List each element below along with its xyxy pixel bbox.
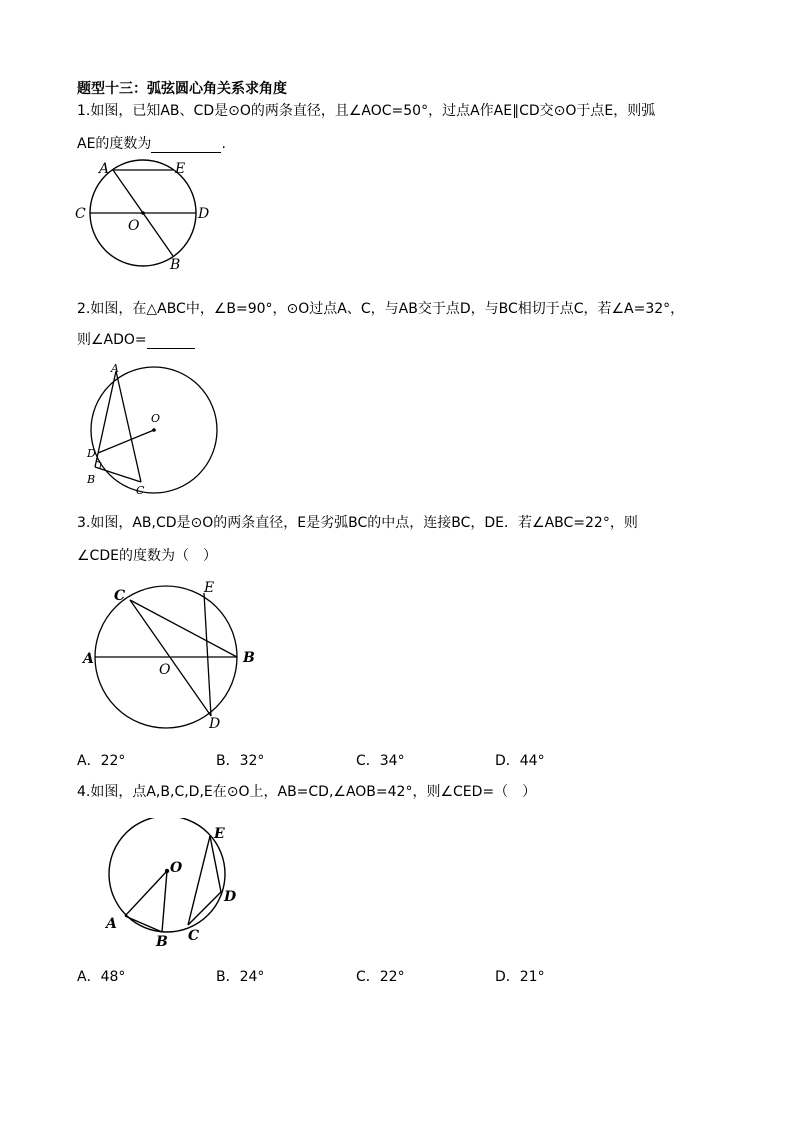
section-title: 题型十三：弧弦圆心角关系求角度 [77, 81, 287, 97]
q1-label-c: C [75, 206, 86, 222]
q4-option-b[interactable]: B．24° [216, 969, 265, 985]
q2-center-dot [152, 428, 156, 432]
q3-option-c[interactable]: C．34° [356, 753, 405, 769]
q2-side-bc [95, 467, 141, 482]
q4-chord-ab [125, 916, 162, 932]
q4-label-c: C [188, 928, 200, 944]
q3-chord-bc [130, 600, 237, 657]
q1-label-a: A [99, 161, 110, 177]
q2-figure [82, 360, 222, 500]
q4-radius-oa [125, 871, 167, 916]
q2-text-line1: 2.如图，在△ABC中，∠B=90°，⊙O过点A、C，与AB交于点D，与BC相切于点C，若∠A=32°， [77, 301, 685, 317]
q1-text-line2 [77, 133, 226, 153]
q4-chord-cd [188, 892, 221, 925]
q3-option-a[interactable]: A．22° [77, 753, 126, 769]
q2-label-d: D [87, 447, 96, 460]
q1-label-o: O [128, 218, 140, 234]
q2-label-o: O [151, 412, 161, 425]
q4-label-b: B [156, 934, 168, 948]
q2-label-c: C [136, 484, 145, 497]
q1-figure [70, 155, 220, 275]
q3-label-b: B [243, 650, 255, 666]
q4-text-line1: 4.如图，点A,B,C,D,E在⊙O上，AB=CD,∠AOB=42°，则∠CED=（ ） [77, 784, 537, 800]
q3-label-a: A [83, 651, 94, 667]
q1-center-dot [141, 211, 145, 215]
q4-radius-ob [162, 871, 167, 932]
q3-text-line2: ∠CDE的度数为（ ） [77, 548, 217, 564]
q3-label-c: C [114, 588, 126, 604]
q2-segment-do [98, 430, 154, 453]
q1-text-line2-prefix: AE的度数为 [77, 136, 152, 152]
q4-figure [100, 818, 250, 948]
q3-option-b[interactable]: B．32° [216, 753, 265, 769]
q4-label-e: E [214, 826, 225, 842]
q2-label-a: A [111, 362, 119, 375]
q1-answer-blank[interactable] [151, 136, 221, 153]
q4-option-c[interactable]: C．22° [356, 969, 405, 985]
q4-center-dot [165, 869, 169, 873]
q1-text-line2-suffix: . [221, 136, 226, 152]
q4-label-d: D [224, 889, 237, 905]
q4-label-o: O [170, 860, 183, 876]
q3-label-d: D [209, 716, 221, 732]
q3-chord-de [204, 593, 211, 716]
q3-figure [78, 578, 268, 733]
q2-answer-blank[interactable] [147, 332, 195, 349]
q2-label-b: B [87, 473, 96, 486]
q3-diameter-cd [130, 600, 211, 716]
q2-text-line2 [77, 329, 195, 349]
q4-option-d[interactable]: D．21° [495, 969, 545, 985]
q2-side-ac [116, 371, 141, 482]
q1-label-d: D [198, 206, 210, 222]
q1-text-line1: 1.如图，已知AB、CD是⊙O的两条直径，且∠AOC=50°，过点A作AE∥CD交⊙O于点E，则弧 [77, 103, 656, 119]
q4-option-a[interactable]: A．48° [77, 969, 126, 985]
q3-option-d[interactable]: D．44° [495, 753, 545, 769]
q3-label-e: E [204, 580, 215, 596]
q3-text-line1: 3.如图，AB,CD是⊙O的两条直径，E是劣弧BC的中点，连接BC，DE．若∠ABC=22°，则 [77, 515, 638, 531]
q2-text-line2-prefix: 则∠ADO= [77, 332, 147, 348]
q1-label-b: B [170, 257, 181, 273]
q4-label-a: A [106, 916, 117, 932]
q3-label-o: O [159, 662, 171, 678]
q4-chord-ed [210, 836, 221, 892]
q1-label-e: E [175, 161, 186, 177]
q4-chord-ec [188, 836, 210, 925]
